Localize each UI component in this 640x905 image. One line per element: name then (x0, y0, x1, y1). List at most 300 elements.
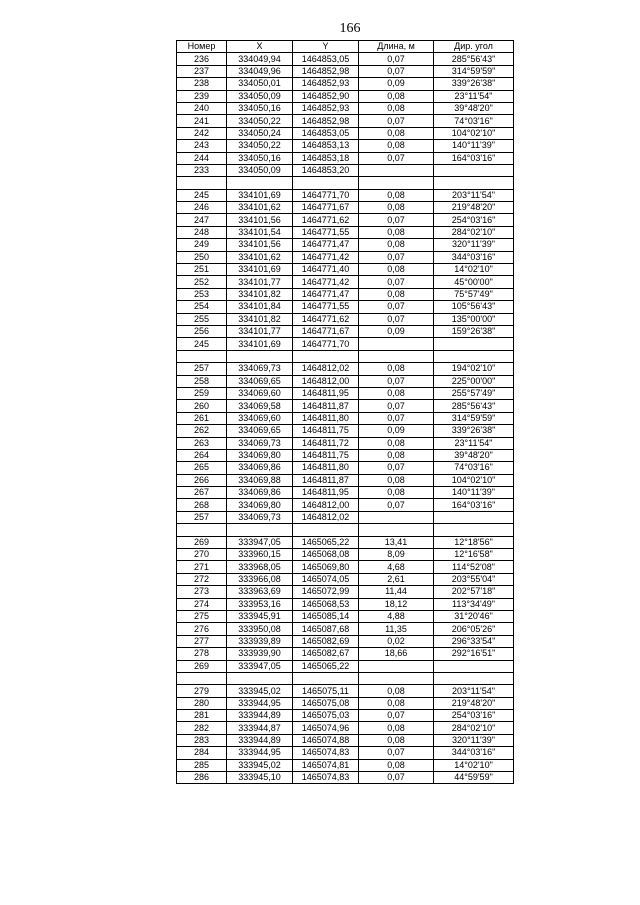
table-row (177, 437, 514, 449)
x-cell: 334050,01 (227, 78, 293, 90)
length-cell: 0,08 (359, 102, 434, 114)
number-cell: 240 (177, 102, 227, 114)
length-cell: 0,08 (359, 202, 434, 214)
table-row (177, 313, 514, 325)
length-cell (359, 524, 434, 536)
x-cell (227, 177, 293, 189)
y-cell: 1464811,72 (293, 437, 359, 449)
direction-angle-cell: 203°11'54" (434, 189, 514, 201)
table-row (177, 189, 514, 201)
direction-angle-cell: 14°02'10" (434, 264, 514, 276)
table-row (177, 759, 514, 771)
number-cell: 281 (177, 710, 227, 722)
y-cell: 1464853,18 (293, 152, 359, 164)
header-y: Y (293, 41, 359, 53)
direction-angle-cell (434, 660, 514, 672)
table-row (177, 425, 514, 437)
y-cell: 1465082,69 (293, 635, 359, 647)
direction-angle-cell: 75°57'49" (434, 288, 514, 300)
table-row (177, 511, 514, 523)
length-cell: 0,08 (359, 474, 434, 486)
number-cell: 265 (177, 462, 227, 474)
direction-angle-cell: 74°03'16" (434, 115, 514, 127)
x-cell: 334069,88 (227, 474, 293, 486)
direction-angle-cell: 202°57'18" (434, 586, 514, 598)
table-row (177, 127, 514, 139)
table-row (177, 288, 514, 300)
direction-angle-cell: 114°52'08" (434, 561, 514, 573)
table-row (177, 623, 514, 635)
table-row (177, 226, 514, 238)
table-row (177, 53, 514, 65)
x-cell (227, 350, 293, 362)
x-cell: 333945,02 (227, 759, 293, 771)
y-cell: 1464852,93 (293, 78, 359, 90)
y-cell: 1464771,42 (293, 251, 359, 263)
y-cell: 1464771,55 (293, 226, 359, 238)
y-cell: 1464852,93 (293, 102, 359, 114)
y-cell: 1465082,67 (293, 648, 359, 660)
table-row (177, 685, 514, 697)
header-x: X (227, 41, 293, 53)
number-cell: 253 (177, 288, 227, 300)
number-cell: 274 (177, 598, 227, 610)
direction-angle-cell (434, 350, 514, 362)
table-row (177, 400, 514, 412)
table-row (177, 276, 514, 288)
number-cell: 285 (177, 759, 227, 771)
length-cell: 0,08 (359, 722, 434, 734)
y-cell: 1464811,80 (293, 462, 359, 474)
page-number: 166 (339, 21, 361, 36)
y-cell: 1465074,81 (293, 759, 359, 771)
x-cell: 334101,54 (227, 226, 293, 238)
direction-angle-cell: 219°48'20" (434, 697, 514, 709)
y-cell: 1465074,88 (293, 734, 359, 746)
length-cell: 0,07 (359, 115, 434, 127)
x-cell: 334101,56 (227, 214, 293, 226)
length-cell: 0,07 (359, 400, 434, 412)
number-cell: 283 (177, 734, 227, 746)
y-cell: 1464811,95 (293, 487, 359, 499)
length-cell: 0,07 (359, 53, 434, 65)
direction-angle-cell: 14°02'10" (434, 759, 514, 771)
x-cell: 334069,73 (227, 511, 293, 523)
x-cell: 334069,80 (227, 449, 293, 461)
x-cell: 334101,77 (227, 276, 293, 288)
direction-angle-cell: 320°11'39" (434, 734, 514, 746)
length-cell: 0,08 (359, 734, 434, 746)
table-row (177, 474, 514, 486)
direction-angle-cell: 45°00'00" (434, 276, 514, 288)
direction-angle-cell (434, 338, 514, 350)
direction-angle-cell: 31°20'46" (434, 610, 514, 622)
length-cell: 0,08 (359, 685, 434, 697)
y-cell: 1464771,47 (293, 239, 359, 251)
length-cell: 2,61 (359, 573, 434, 585)
length-cell: 0,07 (359, 276, 434, 288)
length-cell: 0,08 (359, 449, 434, 461)
length-cell: 0,08 (359, 387, 434, 399)
y-cell: 1465074,96 (293, 722, 359, 734)
x-cell: 334069,80 (227, 499, 293, 511)
length-cell: 0,08 (359, 239, 434, 251)
direction-angle-cell: 285°56'43" (434, 53, 514, 65)
number-cell: 286 (177, 772, 227, 784)
y-cell: 1465075,08 (293, 697, 359, 709)
length-cell: 0,08 (359, 487, 434, 499)
direction-angle-cell: 164°03'16" (434, 499, 514, 511)
direction-angle-cell: 74°03'16" (434, 462, 514, 474)
number-cell: 258 (177, 375, 227, 387)
x-cell: 334050,16 (227, 102, 293, 114)
number-cell: 263 (177, 437, 227, 449)
x-cell: 333968,05 (227, 561, 293, 573)
direction-angle-cell: 12°18'56" (434, 536, 514, 548)
table-row (177, 90, 514, 102)
number-cell: 236 (177, 53, 227, 65)
y-cell: 1464812,00 (293, 375, 359, 387)
number-cell: 267 (177, 487, 227, 499)
length-cell: 0,07 (359, 152, 434, 164)
direction-angle-cell: 113°34'49" (434, 598, 514, 610)
number-cell: 247 (177, 214, 227, 226)
table-row (177, 202, 514, 214)
length-cell: 0,07 (359, 65, 434, 77)
table-row (177, 164, 514, 176)
length-cell: 0,09 (359, 78, 434, 90)
number-cell: 272 (177, 573, 227, 585)
direction-angle-cell: 39°48'20" (434, 102, 514, 114)
x-cell: 334069,86 (227, 487, 293, 499)
number-cell: 251 (177, 264, 227, 276)
number-cell: 271 (177, 561, 227, 573)
x-cell: 334069,65 (227, 375, 293, 387)
x-cell: 333944,89 (227, 734, 293, 746)
table-header-row (177, 41, 514, 53)
x-cell: 334050,16 (227, 152, 293, 164)
y-cell: 1464771,67 (293, 325, 359, 337)
length-cell: 18,66 (359, 648, 434, 660)
table-row (177, 65, 514, 77)
y-cell: 1464811,75 (293, 449, 359, 461)
x-cell: 334050,24 (227, 127, 293, 139)
number-cell: 276 (177, 623, 227, 635)
length-cell: 4,88 (359, 610, 434, 622)
number-cell: 273 (177, 586, 227, 598)
x-cell: 333947,05 (227, 660, 293, 672)
direction-angle-cell: 164°03'16" (434, 152, 514, 164)
y-cell: 1464812,02 (293, 363, 359, 375)
length-cell: 0,07 (359, 214, 434, 226)
y-cell: 1465072,99 (293, 586, 359, 598)
y-cell: 1464771,62 (293, 214, 359, 226)
table-row (177, 598, 514, 610)
length-cell: 0,08 (359, 264, 434, 276)
length-cell (359, 511, 434, 523)
number-cell: 261 (177, 412, 227, 424)
table-row (177, 363, 514, 375)
y-cell: 1464811,80 (293, 412, 359, 424)
table-row (177, 177, 514, 189)
y-cell: 1465069,80 (293, 561, 359, 573)
y-cell: 1464771,42 (293, 276, 359, 288)
direction-angle-cell: 254°03'16" (434, 214, 514, 226)
y-cell: 1464853,05 (293, 127, 359, 139)
table-row (177, 214, 514, 226)
table-row (177, 140, 514, 152)
direction-angle-cell: 296°33'54" (434, 635, 514, 647)
table-row (177, 549, 514, 561)
length-cell: 0,07 (359, 710, 434, 722)
x-cell: 334101,69 (227, 338, 293, 350)
length-cell: 8,09 (359, 549, 434, 561)
direction-angle-cell: 344°03'16" (434, 747, 514, 759)
number-cell: 257 (177, 511, 227, 523)
direction-angle-cell: 339°26'38" (434, 78, 514, 90)
length-cell: 0,08 (359, 127, 434, 139)
table-row (177, 561, 514, 573)
number-cell: 257 (177, 363, 227, 375)
y-cell: 1464812,00 (293, 499, 359, 511)
table-row (177, 722, 514, 734)
x-cell: 333960,15 (227, 549, 293, 561)
length-cell: 0,07 (359, 313, 434, 325)
x-cell: 334101,69 (227, 189, 293, 201)
direction-angle-cell: 39°48'20" (434, 449, 514, 461)
length-cell: 0,08 (359, 697, 434, 709)
x-cell: 333945,02 (227, 685, 293, 697)
y-cell: 1465074,83 (293, 747, 359, 759)
number-cell: 260 (177, 400, 227, 412)
x-cell: 334050,09 (227, 90, 293, 102)
table-row (177, 660, 514, 672)
table-row (177, 710, 514, 722)
x-cell: 334069,73 (227, 363, 293, 375)
table-row (177, 338, 514, 350)
x-cell: 334069,86 (227, 462, 293, 474)
x-cell: 334049,94 (227, 53, 293, 65)
x-cell: 334101,84 (227, 301, 293, 313)
direction-angle-cell (434, 177, 514, 189)
x-cell: 334101,69 (227, 264, 293, 276)
y-cell: 1464852,90 (293, 90, 359, 102)
number-cell: 262 (177, 425, 227, 437)
table-row (177, 301, 514, 313)
length-cell: 0,08 (359, 226, 434, 238)
length-cell: 0,07 (359, 375, 434, 387)
y-cell: 1464853,13 (293, 140, 359, 152)
direction-angle-cell: 285°56'43" (434, 400, 514, 412)
direction-angle-cell: 284°02'10" (434, 226, 514, 238)
x-cell: 333939,90 (227, 648, 293, 660)
x-cell: 334069,73 (227, 437, 293, 449)
direction-angle-cell: 159°26'38" (434, 325, 514, 337)
number-cell: 277 (177, 635, 227, 647)
table-row (177, 449, 514, 461)
direction-angle-cell: 44°59'59" (434, 772, 514, 784)
length-cell: 0,02 (359, 635, 434, 647)
y-cell: 1464771,55 (293, 301, 359, 313)
table-row (177, 586, 514, 598)
length-cell: 0,07 (359, 462, 434, 474)
table-row (177, 573, 514, 585)
table-body (177, 53, 514, 784)
x-cell: 333945,91 (227, 610, 293, 622)
number-cell: 278 (177, 648, 227, 660)
length-cell (359, 350, 434, 362)
length-cell: 0,07 (359, 412, 434, 424)
number-cell: 270 (177, 549, 227, 561)
number-cell: 275 (177, 610, 227, 622)
table-row (177, 734, 514, 746)
direction-angle-cell: 203°55'04" (434, 573, 514, 585)
direction-angle-cell (434, 672, 514, 684)
table-row (177, 499, 514, 511)
table-row (177, 325, 514, 337)
number-cell: 256 (177, 325, 227, 337)
number-cell: 248 (177, 226, 227, 238)
table-row (177, 251, 514, 263)
direction-angle-cell: 314°59'59" (434, 65, 514, 77)
length-cell: 0,08 (359, 90, 434, 102)
header-length: Длина, м (359, 41, 434, 53)
direction-angle-cell: 225°00'00" (434, 375, 514, 387)
direction-angle-cell: 203°11'54" (434, 685, 514, 697)
number-cell: 266 (177, 474, 227, 486)
number-cell: 284 (177, 747, 227, 759)
length-cell: 0,09 (359, 425, 434, 437)
direction-angle-cell: 339°26'38" (434, 425, 514, 437)
number-cell: 242 (177, 127, 227, 139)
number-cell (177, 672, 227, 684)
direction-angle-cell: 194°02'10" (434, 363, 514, 375)
y-cell: 1465068,53 (293, 598, 359, 610)
direction-angle-cell: 219°48'20" (434, 202, 514, 214)
direction-angle-cell: 23°11'54" (434, 437, 514, 449)
number-cell (177, 177, 227, 189)
number-cell: 249 (177, 239, 227, 251)
table-row (177, 115, 514, 127)
direction-angle-cell: 320°11'39" (434, 239, 514, 251)
y-cell: 1464853,05 (293, 53, 359, 65)
y-cell: 1464852,98 (293, 65, 359, 77)
table-row (177, 772, 514, 784)
y-cell: 1464811,95 (293, 387, 359, 399)
header-number: Номер (177, 41, 227, 53)
x-cell: 334101,62 (227, 202, 293, 214)
y-cell (293, 672, 359, 684)
table-row (177, 747, 514, 759)
x-cell: 334049,96 (227, 65, 293, 77)
length-cell: 0,08 (359, 288, 434, 300)
y-cell: 1465075,11 (293, 685, 359, 697)
direction-angle-cell (434, 524, 514, 536)
x-cell (227, 524, 293, 536)
y-cell: 1464771,67 (293, 202, 359, 214)
y-cell: 1464771,47 (293, 288, 359, 300)
x-cell: 334069,60 (227, 412, 293, 424)
direction-angle-cell: 105°56'43" (434, 301, 514, 313)
number-cell: 279 (177, 685, 227, 697)
table-row (177, 697, 514, 709)
table-row (177, 610, 514, 622)
direction-angle-cell: 344°03'16" (434, 251, 514, 263)
y-cell (293, 350, 359, 362)
number-cell (177, 350, 227, 362)
length-cell: 0,08 (359, 363, 434, 375)
direction-angle-cell: 12°16'58" (434, 549, 514, 561)
number-cell: 254 (177, 301, 227, 313)
table-row (177, 524, 514, 536)
number-cell: 252 (177, 276, 227, 288)
number-cell: 264 (177, 449, 227, 461)
y-cell: 1465065,22 (293, 660, 359, 672)
x-cell: 334101,82 (227, 288, 293, 300)
direction-angle-cell: 314°59'59" (434, 412, 514, 424)
table-row (177, 264, 514, 276)
x-cell: 334069,65 (227, 425, 293, 437)
table-row (177, 412, 514, 424)
y-cell: 1465068,08 (293, 549, 359, 561)
length-cell: 18,12 (359, 598, 434, 610)
header-direction-angle: Дир. угол (434, 41, 514, 53)
coordinates-table (176, 40, 514, 784)
y-cell: 1465075,03 (293, 710, 359, 722)
length-cell (359, 672, 434, 684)
length-cell: 0,08 (359, 140, 434, 152)
table-row (177, 152, 514, 164)
table-row (177, 536, 514, 548)
y-cell: 1464771,70 (293, 338, 359, 350)
x-cell: 334101,56 (227, 239, 293, 251)
x-cell: 334050,22 (227, 140, 293, 152)
direction-angle-cell: 292°16'51" (434, 648, 514, 660)
table-row (177, 462, 514, 474)
x-cell: 333944,89 (227, 710, 293, 722)
x-cell: 333963,69 (227, 586, 293, 598)
y-cell: 1464853,20 (293, 164, 359, 176)
y-cell: 1464812,02 (293, 511, 359, 523)
number-cell: 245 (177, 189, 227, 201)
length-cell: 0,07 (359, 747, 434, 759)
length-cell (359, 660, 434, 672)
y-cell: 1465087,68 (293, 623, 359, 635)
x-cell: 334069,58 (227, 400, 293, 412)
x-cell: 333944,95 (227, 697, 293, 709)
number-cell: 269 (177, 660, 227, 672)
length-cell: 0,07 (359, 301, 434, 313)
length-cell (359, 338, 434, 350)
table-row (177, 672, 514, 684)
direction-angle-cell (434, 164, 514, 176)
x-cell: 334069,60 (227, 387, 293, 399)
length-cell: 0,08 (359, 759, 434, 771)
number-cell: 245 (177, 338, 227, 350)
y-cell (293, 524, 359, 536)
number-cell: 237 (177, 65, 227, 77)
x-cell: 334101,82 (227, 313, 293, 325)
table-row (177, 78, 514, 90)
number-cell: 268 (177, 499, 227, 511)
length-cell: 0,08 (359, 437, 434, 449)
x-cell: 334050,22 (227, 115, 293, 127)
length-cell: 0,07 (359, 499, 434, 511)
direction-angle-cell: 140°11'39" (434, 140, 514, 152)
y-cell: 1465065,22 (293, 536, 359, 548)
y-cell: 1465074,83 (293, 772, 359, 784)
number-cell: 246 (177, 202, 227, 214)
